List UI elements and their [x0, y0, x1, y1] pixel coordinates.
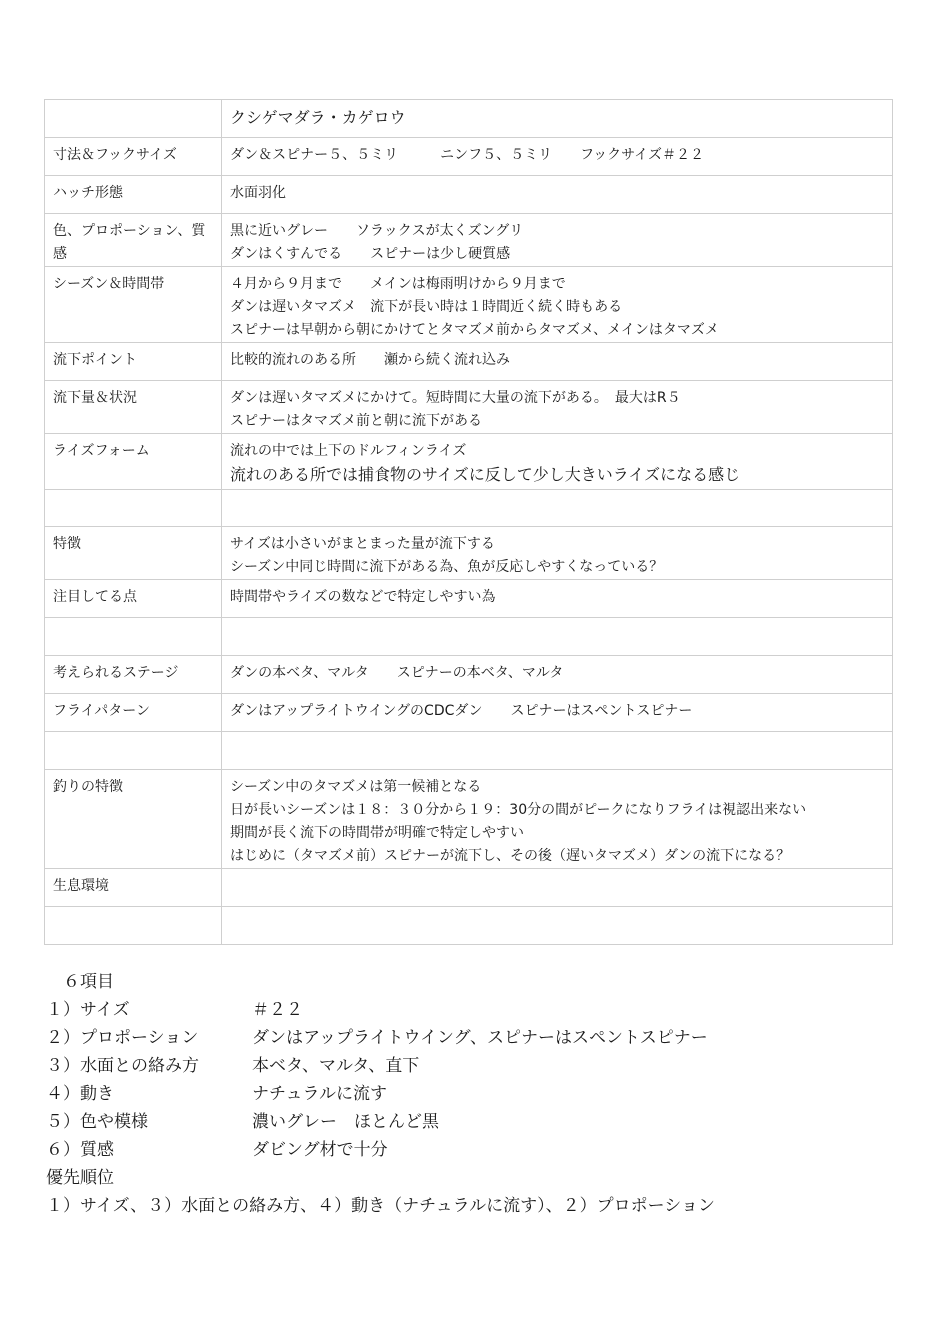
row-label [45, 732, 222, 770]
row-label: 特徴 [45, 527, 222, 580]
row-value-line: ダンの本ベタ、マルタ スピナーの本ベタ、マルタ [230, 665, 564, 681]
notes-item-value: ナチュラルに流す [252, 1084, 387, 1104]
notes-item-value: ＃２２ [252, 1000, 303, 1020]
notes-item-value: ダンはアップライトウイング、スピナーはスペントスピナー [252, 1028, 708, 1048]
notes-item-label: ４）動き [46, 1084, 114, 1104]
row-value-line: 期間が長く流下の時間帯が明確で特定しやすい [230, 825, 524, 841]
table-row [45, 694, 893, 732]
row-value [222, 770, 893, 869]
table-row [45, 176, 893, 214]
row-value-line: ダンは遅いタマズメ 流下が長い時は１時間近く続く時もある [230, 299, 623, 315]
row-value-line: ダンはアップライトウイングのCDCダン スピナーはスペントスピナー [230, 703, 693, 719]
row-value [222, 490, 893, 527]
priority-text: １）サイズ、３）水面との絡み方、４）動き（ナチュラルに流す）、２）プロポーション [46, 1196, 715, 1216]
row-value [222, 907, 893, 945]
notes-section [46, 968, 906, 1220]
insect-info-table [44, 99, 893, 945]
row-value [222, 527, 893, 580]
row-value-line: スピナーは早朝から朝にかけてとタマズメ前からタマズメ、メインはタマズメ [230, 322, 719, 338]
row-label [45, 100, 222, 138]
row-label: フライパターン [45, 694, 222, 732]
table-row [45, 138, 893, 176]
row-label [45, 618, 222, 656]
row-value [222, 267, 893, 343]
row-value-line: はじめに（タマズメ前）スピナーが流下し、その後（遅いタマズメ）ダンの流下になる？ [230, 848, 791, 864]
table-row [45, 618, 893, 656]
row-label: 注目してる点 [45, 580, 222, 618]
table-row [45, 907, 893, 945]
row-value-line: クシゲマダラ・カゲロウ [230, 108, 406, 127]
row-value-line: スピナーはタマズメ前と朝に流下がある [230, 413, 482, 429]
notes-item-label: ３）水面との絡み方 [46, 1056, 199, 1076]
row-value [222, 656, 893, 694]
table-row [45, 732, 893, 770]
row-label: ハッチ形態 [45, 176, 222, 214]
row-label: ライズフォーム [45, 434, 222, 490]
row-value-line: シーズン中同じ時間に流下がある為、魚が反応しやすくなっている？ [230, 559, 664, 575]
notes-item-value: ダビング材で十分 [252, 1140, 388, 1160]
row-value [222, 869, 893, 907]
row-label: 釣りの特徴 [45, 770, 222, 869]
table-row [45, 100, 893, 138]
row-label: 考えられるステージ [45, 656, 222, 694]
table-row [45, 490, 893, 527]
table-row [45, 580, 893, 618]
row-value-line: 比較的流れのある所 瀬から続く流れ込み [230, 352, 510, 368]
row-label [45, 907, 222, 945]
row-value-line: 時間帯やライズの数などで特定しやすい為 [230, 589, 496, 605]
row-label: 寸法＆フックサイズ [45, 138, 222, 176]
row-value-line: 流れの中では上下のドルフィンライズ [230, 443, 467, 459]
row-label: シーズン＆時間帯 [45, 267, 222, 343]
row-value-line: ダン＆スピナー５、５ミリ ニンフ５、５ミリ フックサイズ＃２２ [230, 147, 705, 163]
row-value [222, 176, 893, 214]
row-value [222, 732, 893, 770]
row-value [222, 694, 893, 732]
row-value [222, 580, 893, 618]
row-label: 流下量＆状況 [45, 381, 222, 434]
notes-item-value: 本ベタ、マルタ、直下 [252, 1056, 420, 1076]
table-row [45, 434, 893, 490]
table-row [45, 343, 893, 381]
notes-item [46, 1136, 906, 1164]
row-value-line: 日が長いシーズンは１８：３０分から１９：30分の間がピークになりフライは視認出来ない [230, 802, 807, 818]
row-value-line: シーズン中のタマズメは第一候補となる [230, 779, 482, 795]
row-label [45, 490, 222, 527]
row-value-line: 流れのある所では捕食物のサイズに反して少し大きいライズになる感じ [230, 465, 741, 484]
row-label: 流下ポイント [45, 343, 222, 381]
table-row [45, 656, 893, 694]
row-value-line: 黒に近いグレー ソラックスが太くズングリ [230, 223, 524, 239]
table-row [45, 267, 893, 343]
table-row [45, 527, 893, 580]
notes-item-value: 濃いグレー ほとんど黒 [252, 1112, 439, 1132]
notes-item [46, 1024, 906, 1052]
row-label: 生息環境 [45, 869, 222, 907]
notes-items [46, 996, 906, 1164]
table-row [45, 869, 893, 907]
notes-item [46, 1108, 906, 1136]
row-value [222, 214, 893, 267]
row-value-line: ダンはくすんでる スピナーは少し硬質感 [230, 246, 511, 262]
row-value [222, 618, 893, 656]
notes-item-label: ２）プロポーション [46, 1028, 199, 1048]
row-value-line: ダンは遅いタマズメにかけて。短時間に大量の流下がある。 最大はR５ [230, 390, 681, 406]
notes-item-label: ５）色や模様 [46, 1112, 148, 1132]
row-value-line: サイズは小さいがまとまった量が流下する [230, 536, 495, 552]
row-value-line: 水面羽化 [230, 185, 286, 201]
table-row [45, 381, 893, 434]
priority-heading: 優先順位 [46, 1168, 114, 1188]
notes-item-label: ６）質感 [46, 1140, 114, 1160]
row-value [222, 343, 893, 381]
notes-item [46, 996, 906, 1024]
notes-item [46, 1052, 906, 1080]
notes-item [46, 1080, 906, 1108]
row-value [222, 100, 893, 138]
row-label: 色、プロポーション、質感 [45, 214, 222, 267]
row-value [222, 381, 893, 434]
row-value [222, 138, 893, 176]
table-row [45, 214, 893, 267]
notes-item-label: １）サイズ [46, 1000, 130, 1020]
row-value-line: ４月から９月まで メインは梅雨明けから９月まで [230, 276, 566, 292]
row-value [222, 434, 893, 490]
notes-heading: ６項目 [46, 972, 114, 992]
table-row [45, 770, 893, 869]
